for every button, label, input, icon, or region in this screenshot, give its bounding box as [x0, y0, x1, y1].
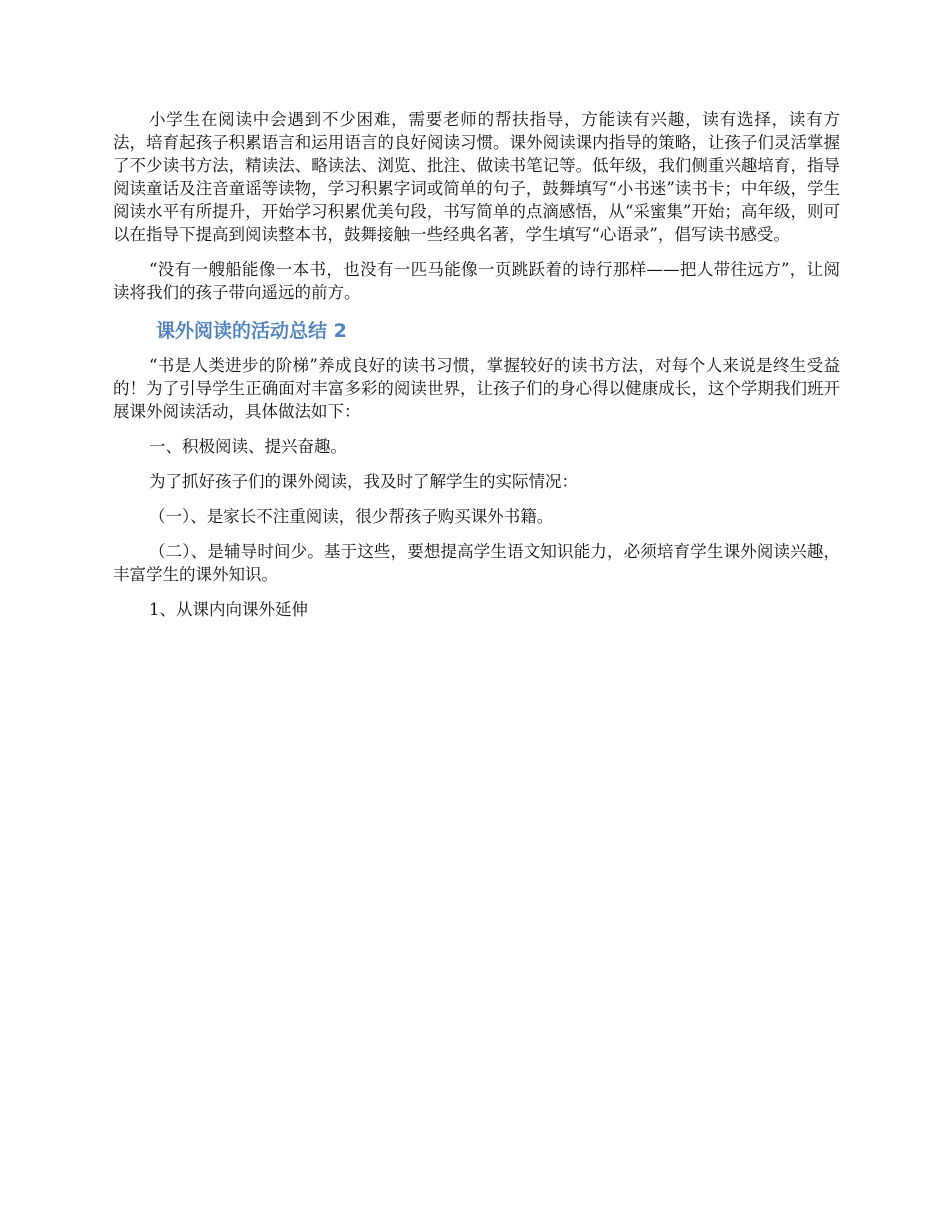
- quote-paragraph: “没有一艘船能像一本书，也没有一匹马能像一页跳跃着的诗行那样——把人带往远方”，让阅读将我们的孩子带向遥远的前方。: [113, 260, 840, 302]
- list-heading: 一、积极阅读、提兴奋趣。: [149, 437, 347, 456]
- numbered-item: 1、从课内向课外延伸: [149, 600, 308, 619]
- section-heading: 课外阅读的活动总结 2: [156, 320, 347, 342]
- body-paragraph: 小学生在阅读中会遇到不少困难，需要老师的帮扶指导，方能读有兴趣，读有选择，读有方法，培育起孩子积累语言和运用语言的良好阅读习惯。课外阅读课内指导的策略，让孩子们灵活掌握了不少读书方法，精读法、略读法、浏览、批注、做读书笔记等。低年级，我们侧重兴趣培育，指导阅读童话及注音童谣等读物，学习积累字词或简单的句子，鼓舞填写“小书迷”读书卡；中年级，学生阅读水平有所提升，开始学习积累优美句段，书写简单的点滴感悟，从“采蜜集”开始；高年级，则可以在指导下提高到阅读整本书，鼓舞接触一些经典名著，学生填写“心语录”，倡写读书感受。: [113, 110, 840, 244]
- list-item: （一）、是家长不注重阅读，很少帮孩子购买课外书籍。: [149, 507, 554, 526]
- body-paragraph: “书是人类进步的阶梯”养成良好的读书习惯，掌握较好的读书方法，对每个人来说是终生受益的！为了引导学生正确面对丰富多彩的阅读世界，让孩子们的身心得以健康成长，这个学期我们班开展课外阅读活动，具体做法如下：: [113, 356, 840, 421]
- list-item: （二）、是辅导时间少。基于这些，要想提高学生语文知识能力，必须培育学生课外阅读兴趣，丰富学生的课外知识。: [113, 542, 840, 584]
- body-paragraph: 为了抓好孩子们的课外阅读，我及时了解学生的实际情况：: [149, 472, 578, 491]
- document-page: [113, 108, 840, 633]
